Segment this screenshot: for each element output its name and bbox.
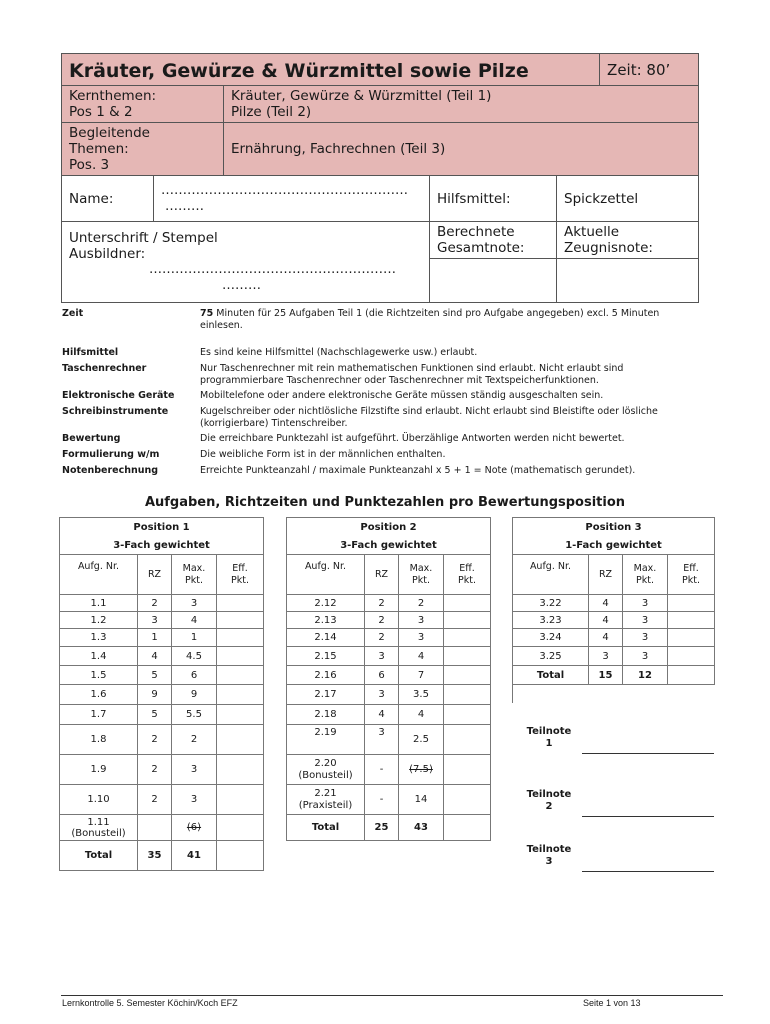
table-row: 1.5 5 6 [60, 666, 264, 685]
table-row: 3.25 3 3 [513, 647, 715, 666]
eff-pkt-cell[interactable] [217, 595, 264, 612]
eff-pkt-cell[interactable] [668, 595, 715, 612]
eff-pkt-cell[interactable] [444, 612, 491, 629]
eff-pkt-total-cell[interactable] [217, 841, 264, 871]
eff-pkt-cell[interactable] [668, 629, 715, 647]
teilnote-2-label: Teilnote 2 [526, 789, 572, 812]
eff-pkt-cell[interactable] [217, 685, 264, 705]
total-row: Total 25 43 [287, 815, 491, 841]
col-max-pkt: Max. Pkt. [399, 555, 444, 595]
table-row: 1.1 2 3 [60, 595, 264, 612]
position-2-title: Position 2 [287, 518, 491, 537]
table-row: 2.17 3 3.5 [287, 685, 491, 705]
total-row: Total 35 41 [60, 841, 264, 871]
position-3-weight: 1-Fach gewichtet [513, 536, 715, 555]
eff-pkt-cell[interactable] [444, 629, 491, 647]
aktuelle-zeugnisnote-label: Aktuelle Zeugnisnote: [557, 222, 699, 259]
col-aufg-nr: Aufg. Nr. [513, 555, 589, 595]
begleitende-themen-label: Begleitende Themen: Pos. 3 [62, 123, 224, 176]
hilfsmittel-value: Spickzettel [557, 176, 699, 222]
table-row: 2.21 (Praxisteil) - 14 [287, 785, 491, 815]
total-row: Total 15 12 [513, 666, 715, 685]
col-aufg-nr: Aufg. Nr. [60, 555, 138, 595]
name-field[interactable]: ………………………………………………… ……… [154, 176, 430, 222]
eff-pkt-cell[interactable] [217, 725, 264, 755]
table-row: 1.11 (Bonusteil) (6) [60, 815, 264, 841]
col-rz: RZ [365, 555, 399, 595]
table-row: 2.19 3 2.5 [287, 725, 491, 755]
table-row: 1.4 4 4.5 [60, 647, 264, 666]
col-max-pkt: Max. Pkt. [623, 555, 668, 595]
position-3-title: Position 3 [513, 518, 715, 537]
table-row: 1.3 1 1 [60, 629, 264, 647]
eff-pkt-total-cell[interactable] [444, 815, 491, 841]
footer-left: Lernkontrolle 5. Semester Köchin/Koch EFZ [62, 998, 238, 1008]
eff-pkt-cell[interactable] [668, 612, 715, 629]
hilfsmittel-label: Hilfsmittel: [430, 176, 557, 222]
eff-pkt-cell[interactable] [444, 785, 491, 815]
table-row: 1.6 9 9 [60, 685, 264, 705]
eff-pkt-cell[interactable] [444, 595, 491, 612]
position-1-table [59, 517, 264, 871]
table-row: 3.24 4 3 [513, 629, 715, 647]
zeit-label: Zeit: 80’ [600, 54, 699, 86]
table-row: 2.15 3 4 [287, 647, 491, 666]
berechnete-gesamtnote-label: Berechnete Gesamtnote: [430, 222, 557, 259]
begleitende-themen-text: Ernährung, Fachrechnen (Teil 3) [224, 123, 699, 176]
col-rz: RZ [589, 555, 623, 595]
footer-page-number: Seite 1 von 13 [583, 998, 641, 1008]
eff-pkt-cell[interactable] [444, 725, 491, 755]
position-1-weight: 3-Fach gewichtet [60, 536, 264, 555]
col-aufg-nr: Aufg. Nr. [287, 555, 365, 595]
position-2-weight: 3-Fach gewichtet [287, 536, 491, 555]
table-row: 3.23 4 3 [513, 612, 715, 629]
tables-title: Aufgaben, Richtzeiten und Punktezahlen pro Bewertungsposition [144, 495, 626, 510]
col-rz: RZ [138, 555, 172, 595]
col-eff-pkt: Eff. Pkt. [444, 555, 491, 595]
eff-pkt-cell[interactable] [217, 647, 264, 666]
eff-pkt-cell[interactable] [217, 815, 264, 841]
table-row: 2.13 2 3 [287, 612, 491, 629]
unterschrift-block[interactable]: Unterschrift / Stempel Ausbildner: ………………………………………………… ……… [62, 222, 430, 303]
eff-pkt-cell[interactable] [444, 755, 491, 785]
eff-pkt-cell[interactable] [444, 647, 491, 666]
berechnete-gesamtnote-field[interactable] [430, 259, 557, 303]
position-3-table [512, 517, 715, 685]
teilnote-3-field[interactable] [582, 871, 714, 872]
page-title: Kräuter, Gewürze & Würzmittel sowie Pilze [62, 54, 600, 86]
col-max-pkt: Max. Pkt. [172, 555, 217, 595]
table-row: 2.16 6 7 [287, 666, 491, 685]
kernthemen-text: Kräuter, Gewürze & Würzmittel (Teil 1) Pilze (Teil 2) [224, 86, 699, 123]
eff-pkt-total-cell[interactable] [668, 666, 715, 685]
position-3-divider [512, 683, 513, 703]
table-row: 2.14 2 3 [287, 629, 491, 647]
col-eff-pkt: Eff. Pkt. [668, 555, 715, 595]
eff-pkt-cell[interactable] [217, 785, 264, 815]
position-2-table [286, 517, 491, 841]
teilnote-3-label: Teilnote 3 [526, 844, 572, 867]
eff-pkt-cell[interactable] [217, 705, 264, 725]
eff-pkt-cell[interactable] [444, 666, 491, 685]
eff-pkt-cell[interactable] [217, 612, 264, 629]
table-row: 1.9 2 3 [60, 755, 264, 785]
kernthemen-label: Kernthemen: Pos 1 & 2 [62, 86, 224, 123]
eff-pkt-cell[interactable] [444, 705, 491, 725]
eff-pkt-cell[interactable] [668, 647, 715, 666]
table-row: 3.22 4 3 [513, 595, 715, 612]
eff-pkt-cell[interactable] [217, 755, 264, 785]
table-row: 2.18 4 4 [287, 705, 491, 725]
table-row: 1.7 5 5.5 [60, 705, 264, 725]
teilnote-1-field[interactable] [582, 753, 714, 754]
aktuelle-zeugnisnote-field[interactable] [557, 259, 699, 303]
teilnote-2-field[interactable] [582, 816, 714, 817]
eff-pkt-cell[interactable] [217, 666, 264, 685]
table-row: 1.2 3 4 [60, 612, 264, 629]
table-row: 2.20 (Bonusteil) - (7.5) [287, 755, 491, 785]
table-row: 2.12 2 2 [287, 595, 491, 612]
eff-pkt-cell[interactable] [444, 685, 491, 705]
footer-divider [61, 995, 723, 996]
table-row: 1.10 2 3 [60, 785, 264, 815]
header-table [61, 53, 699, 303]
col-eff-pkt: Eff. Pkt. [217, 555, 264, 595]
table-row: 1.8 2 2 [60, 725, 264, 755]
teilnote-1-label: Teilnote 1 [526, 726, 572, 749]
eff-pkt-cell[interactable] [217, 629, 264, 647]
name-label: Name: [62, 176, 154, 222]
position-1-title: Position 1 [60, 518, 264, 537]
